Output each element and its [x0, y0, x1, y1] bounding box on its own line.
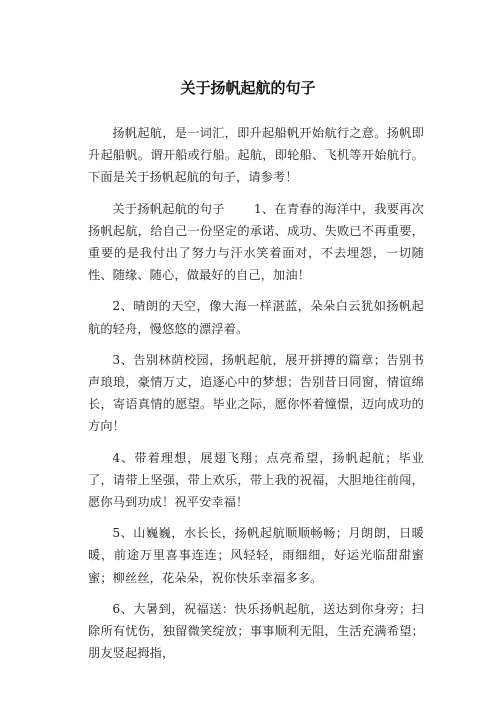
- sentence-paragraph-4: 4、带着理想，展翅飞翔；点亮希望，扬帆起航；毕业了，请带上坚强，带上欢乐，带上我的祝福，大胆地往前闯，愿你马到功成！祝平安幸福！: [88, 450, 424, 510]
- sentence-paragraph-6: 6、大暑到，祝福送：快乐扬帆起航，送达到你身旁；扫除所有忧伤，独留微笑绽放；事事顺利无阻，生活充满希望；朋友竖起拇指，: [88, 601, 424, 661]
- sentence-paragraph-5: 5、山巍巍，水长长，扬帆起航顺顺畅畅；月朗朗，日暖暖，前途万里喜事连连；风轻轻，雨细细，好运光临甜甜蜜蜜；柳丝丝，花朵朵，祝你快乐幸福多多。: [88, 526, 424, 585]
- intro-paragraph: 扬帆起航，是一词汇，即升起船帆开始航行之意。扬帆即升起船帆。谓开船或行船。起航，即轮船、飞机等开始航行。下面是关于扬帆起航的句子，请参考！: [88, 126, 424, 185]
- sentence-paragraph-3: 3、告别林荫校园，扬帆起航，展开拼搏的篇章；告别书声琅琅，豪情万丈，追逐心中的梦想；告别昔日同窗，情谊绵长，寄语真情的愿望。毕业之际，愿你怀着憧憬，迈向成功的方向！: [88, 352, 424, 434]
- sentence-paragraph-2: 2、晴朗的天空，像大海一样湛蓝，朵朵白云犹如扬帆起航的轻舟，慢悠悠的漂浮着。: [88, 299, 424, 336]
- document-body: [88, 122, 424, 673]
- sentence-paragraph-1: 关于扬帆起航的句子 1、在青春的海洋中，我要再次扬帆起航，给自己一份坚定的承诺、成功、失败已不再重要，重要的是我付出了努力与汗水笑着面对，不去埋怨，一切随性、随缘、随心，做最好的自己，加油！: [88, 201, 424, 283]
- document-title: 关于扬帆起航的句子: [180, 79, 316, 97]
